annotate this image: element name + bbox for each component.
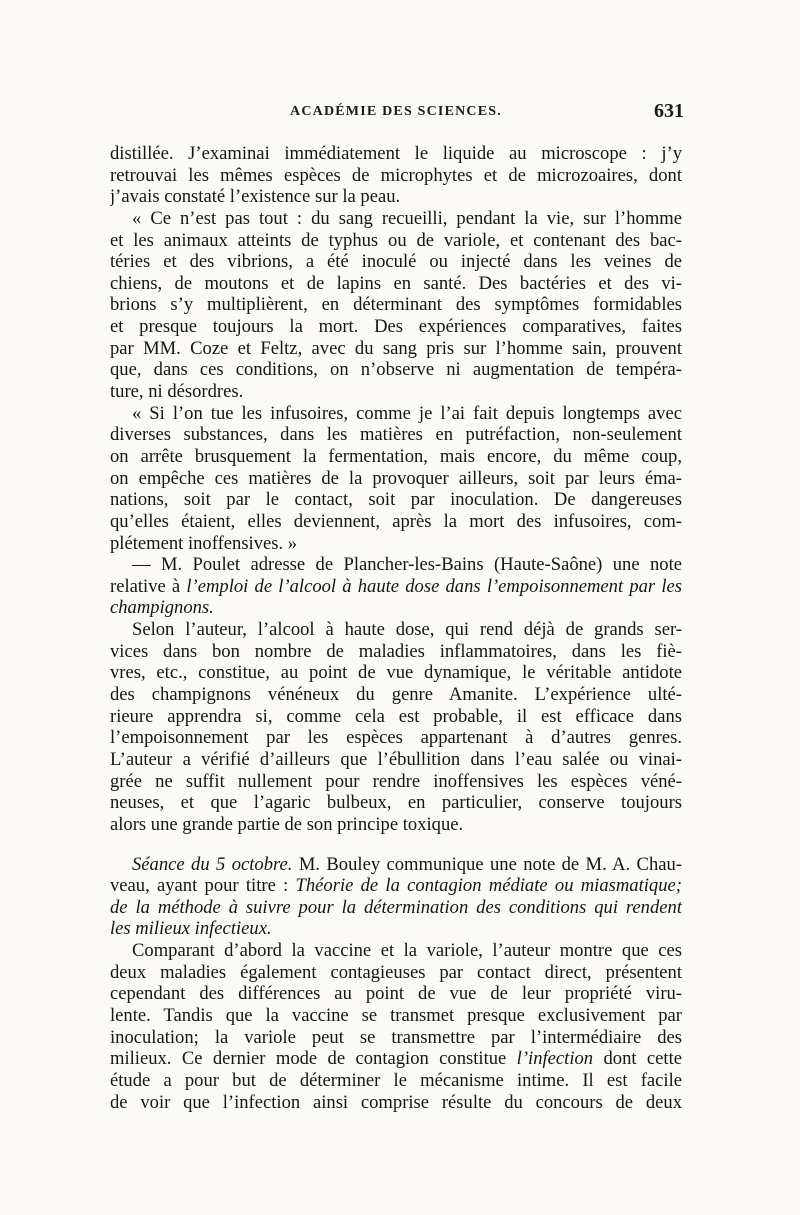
- running-header: [110, 100, 684, 126]
- text-line: chiens, de moutons et de lapins en santé. Des bactéries et des vi-: [110, 272, 682, 294]
- journal-title: ACADÉMIE DES SCIENCES.: [290, 104, 502, 119]
- italic-title-fragment: Théorie de la contagion médiate ou miasmatique;: [295, 875, 682, 897]
- text-line: vices dans bon nombre de maladies inflammatoires, dans les fiè-: [110, 640, 682, 662]
- italic-title-fragment: les milieux infectieux.: [110, 918, 272, 940]
- text-line: cependant des différences au point de vue de leur propriété viru-: [110, 983, 682, 1005]
- text-line: inoculation; la variole peut se transmettre par l’intermédiaire des: [110, 1026, 682, 1048]
- text-line: L’auteur a vérifié d’ailleurs que l’ébullition dans l’eau salée ou vinai-: [110, 748, 682, 770]
- text-line: Comparant d’abord la vaccine et la variole, l’auteur montre que ces: [132, 940, 682, 962]
- text-line: de voir que l’infection ainsi comprise résulte du concours de deux: [110, 1091, 682, 1113]
- text-line: distillée. J’examinai immédiatement le liquide au microscope : j’y: [110, 143, 682, 164]
- text-line: et les animaux atteints de typhus ou de variole, et contenant des bac-: [110, 229, 682, 251]
- text-line: par MM. Coze et Feltz, avec du sang pris sur l’homme sain, prouvent: [110, 337, 682, 359]
- text-line: « Ce n’est pas tout : du sang recueilli, pendant la vie, sur l’homme: [132, 207, 682, 229]
- text-line: vres, etc., constitue, au point de vue dynamique, le véritable antidote: [110, 662, 682, 684]
- italic-title-fragment: champignons.: [110, 597, 214, 619]
- session-date: Séance du 5 octobre.: [132, 853, 293, 875]
- text-line: [110, 597, 682, 619]
- paragraph-gap: [110, 836, 682, 854]
- text-line-mixed: [110, 576, 682, 598]
- page-number: 631: [654, 100, 684, 122]
- text-line: plétement inoffensives. »: [110, 532, 298, 554]
- body-text: [110, 143, 682, 1113]
- text-fragment: milieux. Ce dernier mode de contagion constitue: [110, 1048, 507, 1070]
- text-line: on empêche ces matières de la provoquer ailleurs, soit par leurs éma-: [110, 467, 682, 489]
- text-line: rieure apprendra si, comme cela est probable, il est efficace dans: [110, 705, 682, 727]
- text-line: des champignons vénéneux du genre Amanite. L’expérience ulté-: [110, 684, 682, 706]
- text-fragment: dont cette: [603, 1048, 682, 1070]
- text-line-mixed: [110, 1048, 682, 1070]
- italic-title-fragment: de la méthode à suivre pour la détermination des conditions qui rendent: [110, 896, 682, 918]
- text-line: téries et des vibrions, a été inoculé ou injecté dans les veines de: [110, 251, 682, 273]
- text-line: [110, 918, 682, 940]
- text-line: nations, soit par le contact, soit par inoculation. De dangereuses: [110, 489, 682, 511]
- text-line: Selon l’auteur, l’alcool à haute dose, qui rend déjà de grands ser-: [132, 619, 682, 641]
- text-line: étude a pour but de déterminer le mécanisme intime. Il est facile: [110, 1069, 682, 1091]
- text-line: ture, ni désordres.: [110, 381, 244, 403]
- text-line: alors une grande partie de son principe toxique.: [110, 813, 464, 835]
- text-line: on arrête brusquement la fermentation, mais encore, du même coup,: [110, 445, 682, 467]
- text-line: l’empoisonnement par les espèces appartenant à d’autres genres.: [110, 727, 682, 749]
- text-fragment: M. Bouley communique une note de M. A. Chau-: [298, 853, 682, 875]
- text-line: — M. Poulet adresse de Plancher-les-Bains (Haute-Saône) une note: [132, 554, 682, 576]
- text-line-mixed: [110, 854, 682, 876]
- text-line: et presque toujours la mort. Des expériences comparatives, faites: [110, 316, 682, 338]
- text-line: « Si l’on tue les infusoires, comme je l’ai fait depuis longtemps avec: [132, 402, 682, 424]
- text-fragment: relative à: [110, 575, 181, 597]
- text-line: lente. Tandis que la vaccine se transmet presque exclusivement par: [110, 1004, 682, 1026]
- text-line: j’avais constaté l’existence sur la peau.: [110, 186, 401, 208]
- text-line: [110, 897, 682, 919]
- text-line: brions s’y multiplièrent, en déterminant des symptômes formidables: [110, 294, 682, 316]
- text-line: retrouvai les mêmes espèces de microphytes et de microzoaires, dont: [110, 164, 682, 186]
- text-line: deux maladies également contagieuses par contact direct, présentent: [110, 961, 682, 983]
- italic-title-fragment: l’emploi de l’alcool à haute dose dans l’empoisonnement par les: [186, 575, 682, 597]
- italic-term: l’infection: [516, 1048, 594, 1070]
- text-line-mixed: [110, 875, 682, 897]
- text-line: que, dans ces conditions, on n’observe ni augmentation de tempéra-: [110, 359, 682, 381]
- text-line: qu’elles étaient, elles deviennent, après la mort des infusoires, com-: [110, 510, 682, 532]
- text-line: neuses, et que l’agaric bulbeux, en particulier, conserve toujours: [110, 792, 682, 814]
- text-fragment: veau, ayant pour titre :: [110, 875, 289, 897]
- text-line: diverses substances, dans les matières en putréfaction, non-seulement: [110, 424, 682, 446]
- text-line: grée ne suffit nullement pour rendre inoffensives les espèces véné-: [110, 770, 682, 792]
